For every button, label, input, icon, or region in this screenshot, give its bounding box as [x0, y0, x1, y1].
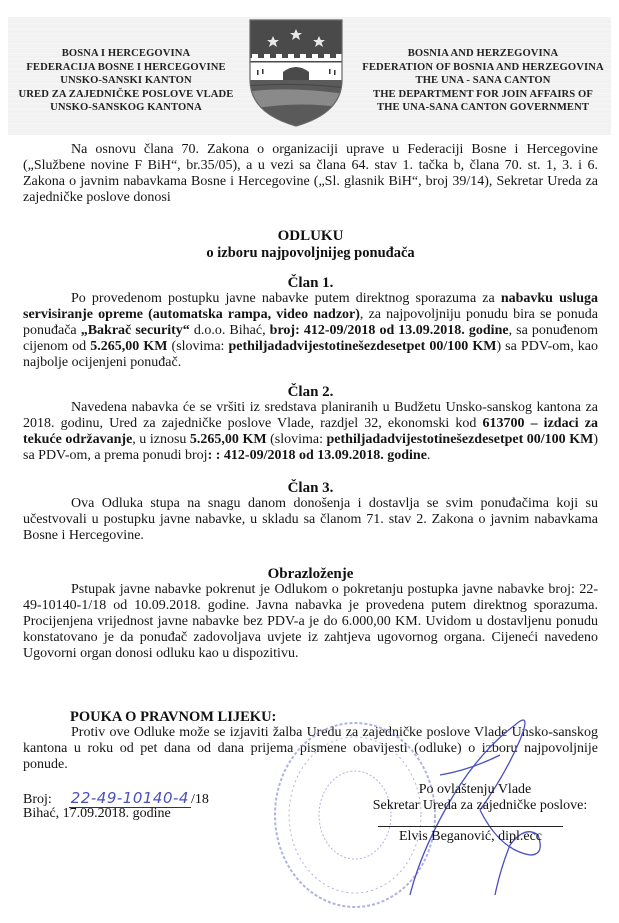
reference-suffix: /18: [190, 792, 209, 807]
signer-title: Sekretar Ureda za zajedničke poslove:: [372, 798, 588, 813]
letterhead-line: THE DEPARTMENT FOR JOIN AFFAIRS OF: [373, 88, 593, 100]
official-stamp-icon: [270, 715, 600, 915]
offer-number: broj: 412-09/2018 od 13.09.2018. godine: [269, 323, 509, 338]
letterhead-line: BOSNA I HERCEGOVINA: [61, 48, 191, 59]
article-1-text: [23, 291, 598, 371]
preamble-text: Na osnovu člana 70. Zakona o organizaciji uprave u Federaciji Bosne i Hercegovine („Službene novine F BiH“, br.35/05), a u vezi sa člana 64. stav 1. tačka b, člana 70. st. 1, 3. i 6. Zakona o javnim nabavkama Bosne i Hercegovine („Sl. glasnik BiH“, broj 39/14), Sekretar Ureda za zajedničke poslove donosi: [23, 142, 598, 205]
letterhead-line: FEDERATION OF BOSNIA AND HERZEGOVINA: [362, 61, 604, 73]
reference-label: Broj:: [23, 792, 52, 807]
handwritten-reference: 22-49-10140-4: [70, 789, 189, 807]
letterhead-line: BOSNIA AND HERZEGOVINA: [407, 48, 559, 59]
letterhead-line: UNSKO-SANSKOG KANTONA: [50, 102, 202, 114]
text-run: Navedena nabavka će se vršiti iz sredstava planiranih u Budžetu Unsko-sanskog kantona za 2018. godinu, Ured za zajedničke poslove Vlade, razdjel 32, ekonomski kod: [23, 400, 598, 431]
text-run: (slovima:: [167, 339, 229, 354]
article-3-text: Ova Odluka stupa na snagu danom donošenja i dostavlja se svim ponuđačima koji su učestvovali u postupku javne nabavke, u skladu sa članom 71. stav 2. Zakona o javnim nabavkama Bosne i Hercegovine.: [23, 496, 598, 543]
decision-subtitle: o izboru najpovoljnijeg ponuđača: [206, 245, 415, 261]
signature-line: [378, 826, 563, 827]
text-run: Po provedenom postupku javne nabavke putem direktnog sporazuma za: [71, 291, 501, 306]
article-1: [23, 291, 598, 371]
text-run: .: [426, 448, 431, 463]
article-2: [23, 400, 598, 464]
letterhead-line: URED ZA ZAJEDNIČKE POSLOVE VLADE: [18, 88, 234, 100]
legal-remedy-heading: POUKA O PRAVNOM LIJEKU:: [70, 709, 277, 725]
letterhead-line: FEDERACIJA BOSNE I HERCEGOVINE: [26, 61, 226, 73]
amount: 5.265,00 KM: [189, 432, 267, 447]
place-date: Bihać, 17.09.2018. godine: [23, 806, 171, 821]
text-run: ) sa PDV-om, kao najbolje ocijenjeni ponuđač.: [23, 339, 598, 370]
letterhead-line: UNSKO-SANSKI KANTON: [60, 75, 192, 87]
offer-price: 5.265,00 KM: [90, 339, 168, 354]
letterhead: [8, 17, 611, 135]
authority-line: Po ovlaštenju Vlade: [418, 782, 532, 797]
legal-remedy-text: Protiv ove Odluke može se izjaviti žalba Uredu za zajedničke poslove Vlade Unsko-sanskog kantona u roku od pet dana od dana prijema pismene obavijesti (odluke) o izboru najpovoljnije ponude.: [23, 725, 598, 772]
price-in-words: pethiljadadvijestotinešezdesetpet 00/100 KM: [228, 339, 497, 354]
preamble: [23, 142, 598, 206]
article-3: [23, 496, 598, 544]
rationale-text: Pstupak javne nabavke pokrenut je Odlukom o pokretanju postupka javne nabavke broj: 22-49-10140-1/18 od 10.09.2018. godine. Javna nabavka je provedena putem direktnog sporazuma. Procijenjena vrijednost javne nabavke bez PDV-a je do 6.000,00 KM. Uvidom u dostavljenu ponudu konstatovano je da ponuđač zadovoljava uvjete iz zahtjeva ugovornog organa. Cijeneći navedeno Ugovorni organ donosi odluku kao u dispozitivu.: [23, 582, 598, 661]
text-run: , sa ponuđenom cijenom od: [23, 323, 598, 354]
service-description: nabavku usluga servisiranje opreme (automatska rampa, video nadzor): [23, 291, 598, 322]
text-run: ) sa PDV-om, a prema ponudi broj: [23, 432, 598, 463]
coat-of-arms-icon: [246, 18, 346, 128]
letterhead-bosnian: [16, 47, 236, 115]
signer-name: Elvis Beganović, dipl.ecc: [398, 829, 543, 844]
article-3-heading: Član 3.: [287, 480, 334, 496]
letterhead-english: [358, 47, 608, 115]
text-run: (slovima:: [266, 432, 327, 447]
text-run: , za najpovoljniju ponudu bira se ponuda ponuđača: [23, 307, 599, 338]
text-run: , u iznosu: [132, 432, 190, 447]
article-2-heading: Član 2.: [287, 384, 334, 400]
amount-in-words: pethiljadadvijestotinešezdesetpet 00/100 KM: [326, 432, 594, 447]
article-1-heading: Član 1.: [287, 275, 334, 291]
article-2-text: [23, 400, 598, 464]
letterhead-line: THE UNA - SANA CANTON: [415, 75, 551, 87]
letterhead-line: THE UNA-SANA CANTON GOVERNMENT: [376, 102, 590, 114]
text-run: d.o.o. Bihać,: [189, 323, 270, 338]
rationale: [23, 582, 598, 662]
decision-title: ODLUKU: [277, 228, 344, 244]
offer-number: : : 412-09/2018 od 13.09.2018. godine: [207, 448, 427, 463]
rationale-heading: Obrazloženje: [267, 566, 354, 582]
economic-code: 613700 – izdaci za tekuće održavanje: [23, 416, 598, 447]
bidder-name: „Bakrač security“: [80, 323, 190, 338]
